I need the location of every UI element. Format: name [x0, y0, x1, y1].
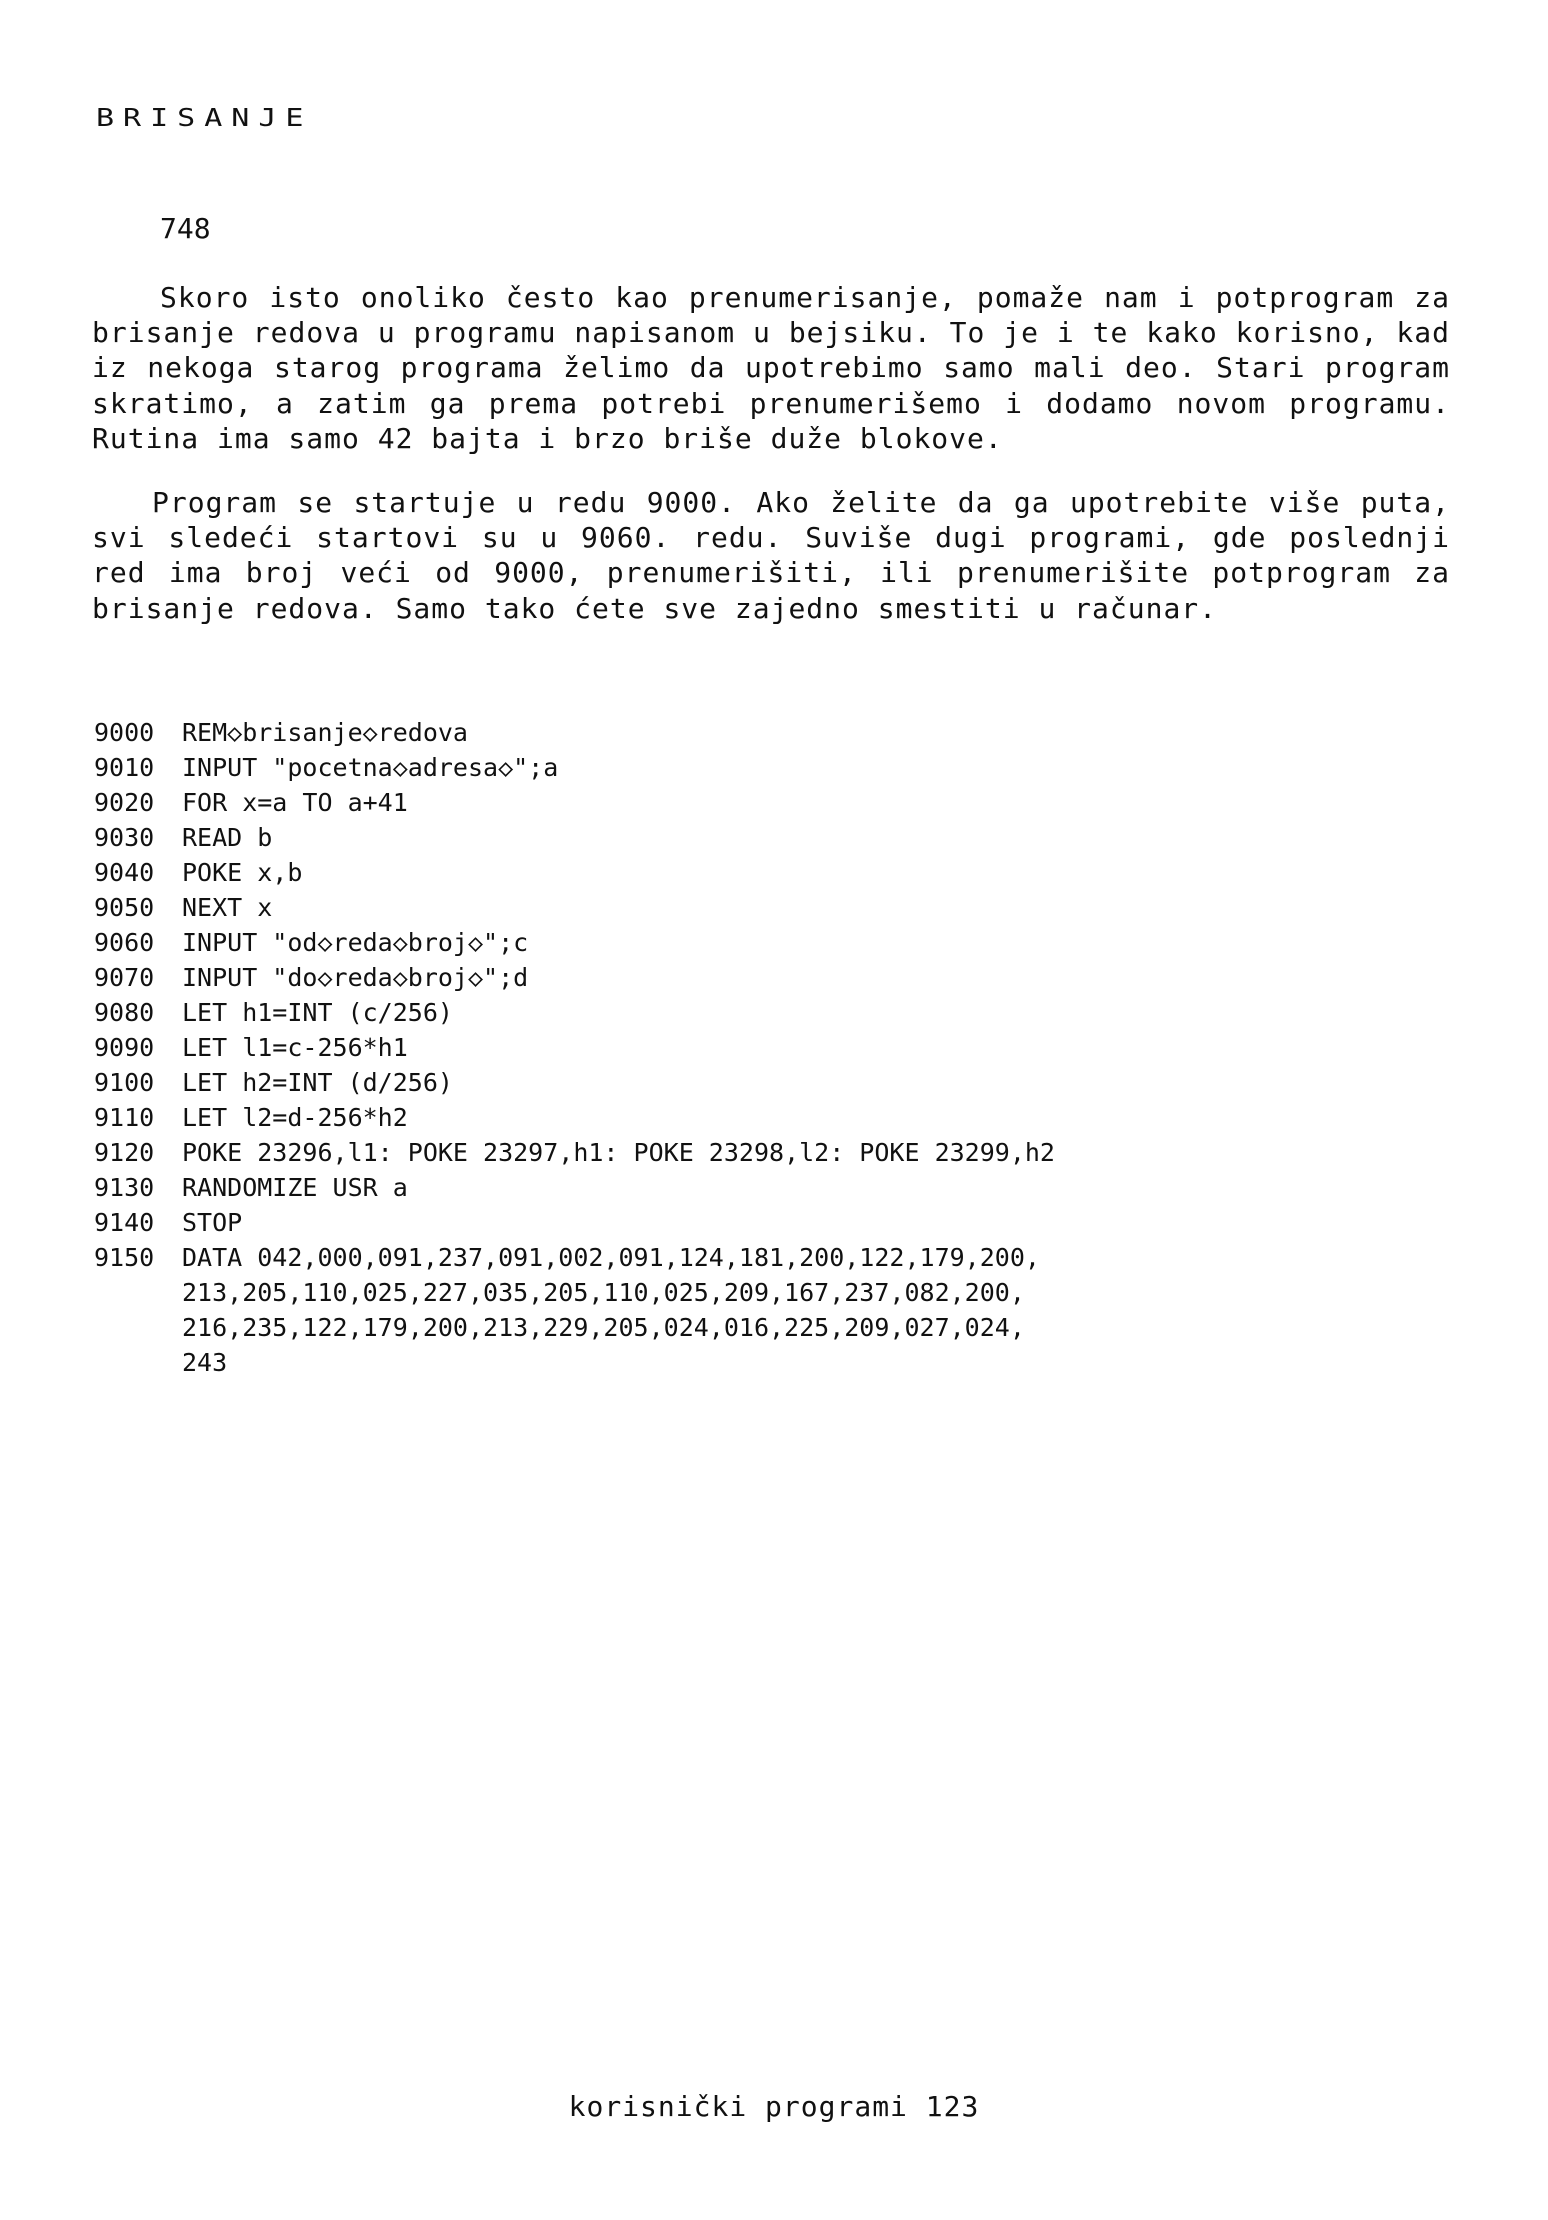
code-line: [94, 785, 1394, 820]
line-number: 9110: [94, 1103, 155, 1132]
data-continuation-line: 243: [182, 1348, 228, 1377]
statement: LET l1=c-256*h1: [182, 1033, 408, 1062]
intro-paragraph: Skoro isto onoliko često kao prenumerisanje, pomaže nam i potprogram za brisanje redova u programu napisanom u bejsiku. To je i te kako korisno, kad iz nekoga starog programa želimo da upotrebimo samo mali deo. Stari program skratimo, a zatim ga prema potrebi prenumerišemo i dodamo novom programu. Rutina ima samo 42 bajta i brzo briše duže blokove.: [92, 281, 1450, 455]
statement: RANDOMIZE USR a: [182, 1173, 408, 1202]
line-number: 9120: [94, 1138, 155, 1167]
code-line: [94, 1065, 1394, 1100]
code-line: [94, 1205, 1394, 1240]
code-line: [94, 1030, 1394, 1065]
data-continuation-line: 213,205,110,025,227,035,205,110,025,209,167,237,082,200,: [182, 1278, 1025, 1307]
usage-paragraph: Program se startuje u redu 9000. Ako želite da ga upotrebite više puta, svi sledeći startovi su u 9060. redu. Suviše dugi programi, gde poslednji red ima broj veći od 9000, prenumerišiti, ili prenumerišite potprogram za brisanje redova. Samo tako ćete sve zajedno smestiti u računar.: [92, 486, 1450, 625]
program-number: 748: [160, 212, 211, 245]
code-line: [94, 995, 1394, 1030]
statement: FOR x=a TO a+41: [182, 788, 408, 817]
code-line: [94, 750, 1394, 785]
statement: LET h2=INT (d/256): [182, 1068, 453, 1097]
code-line: [94, 890, 1394, 925]
line-number: 9010: [94, 753, 155, 782]
code-line: [94, 1170, 1394, 1205]
line-number: 9030: [94, 823, 155, 852]
section-title: BRISANJE: [96, 104, 313, 133]
code-line: [94, 820, 1394, 855]
statement: LET h1=INT (c/256): [182, 998, 453, 1027]
statement: READ b: [182, 823, 273, 852]
statement: INPUT "do◇reda◇broj◇";d: [182, 963, 529, 992]
page-footer: korisnički programi 123: [568, 2090, 980, 2123]
statement: STOP: [182, 1208, 243, 1237]
line-number: 9070: [94, 963, 155, 992]
line-number: 9000: [94, 718, 155, 747]
code-line: [94, 1240, 1394, 1275]
line-number: 9100: [94, 1068, 155, 1097]
code-line: [94, 925, 1394, 960]
statement: POKE 23296,l1: POKE 23297,h1: POKE 23298,l2: POKE 23299,h2: [182, 1138, 1055, 1167]
code-line: [94, 1135, 1394, 1170]
statement: DATA 042,000,091,237,091,002,091,124,181,200,122,179,200,: [182, 1243, 1040, 1272]
statement: LET l2=d-256*h2: [182, 1103, 408, 1132]
line-number: 9040: [94, 858, 155, 887]
code-line: [94, 855, 1394, 890]
line-number: 9020: [94, 788, 155, 817]
line-number: 9050: [94, 893, 155, 922]
line-number: 9140: [94, 1208, 155, 1237]
code-line: [94, 715, 1394, 750]
line-number: 9080: [94, 998, 155, 1027]
code-line: [94, 960, 1394, 995]
statement: REM◇brisanje◇redova: [182, 718, 468, 747]
line-number: 9150: [94, 1243, 155, 1272]
statement: INPUT "pocetna◇adresa◇";a: [182, 753, 559, 782]
line-number: 9090: [94, 1033, 155, 1062]
line-number: 9130: [94, 1173, 155, 1202]
statement: NEXT x: [182, 893, 273, 922]
statement: POKE x,b: [182, 858, 303, 887]
basic-listing: [94, 715, 1394, 1380]
data-continuation-line: 216,235,122,179,200,213,229,205,024,016,225,209,027,024,: [182, 1313, 1025, 1342]
code-line: [94, 1100, 1394, 1135]
statement: INPUT "od◇reda◇broj◇";c: [182, 928, 529, 957]
line-number: 9060: [94, 928, 155, 957]
